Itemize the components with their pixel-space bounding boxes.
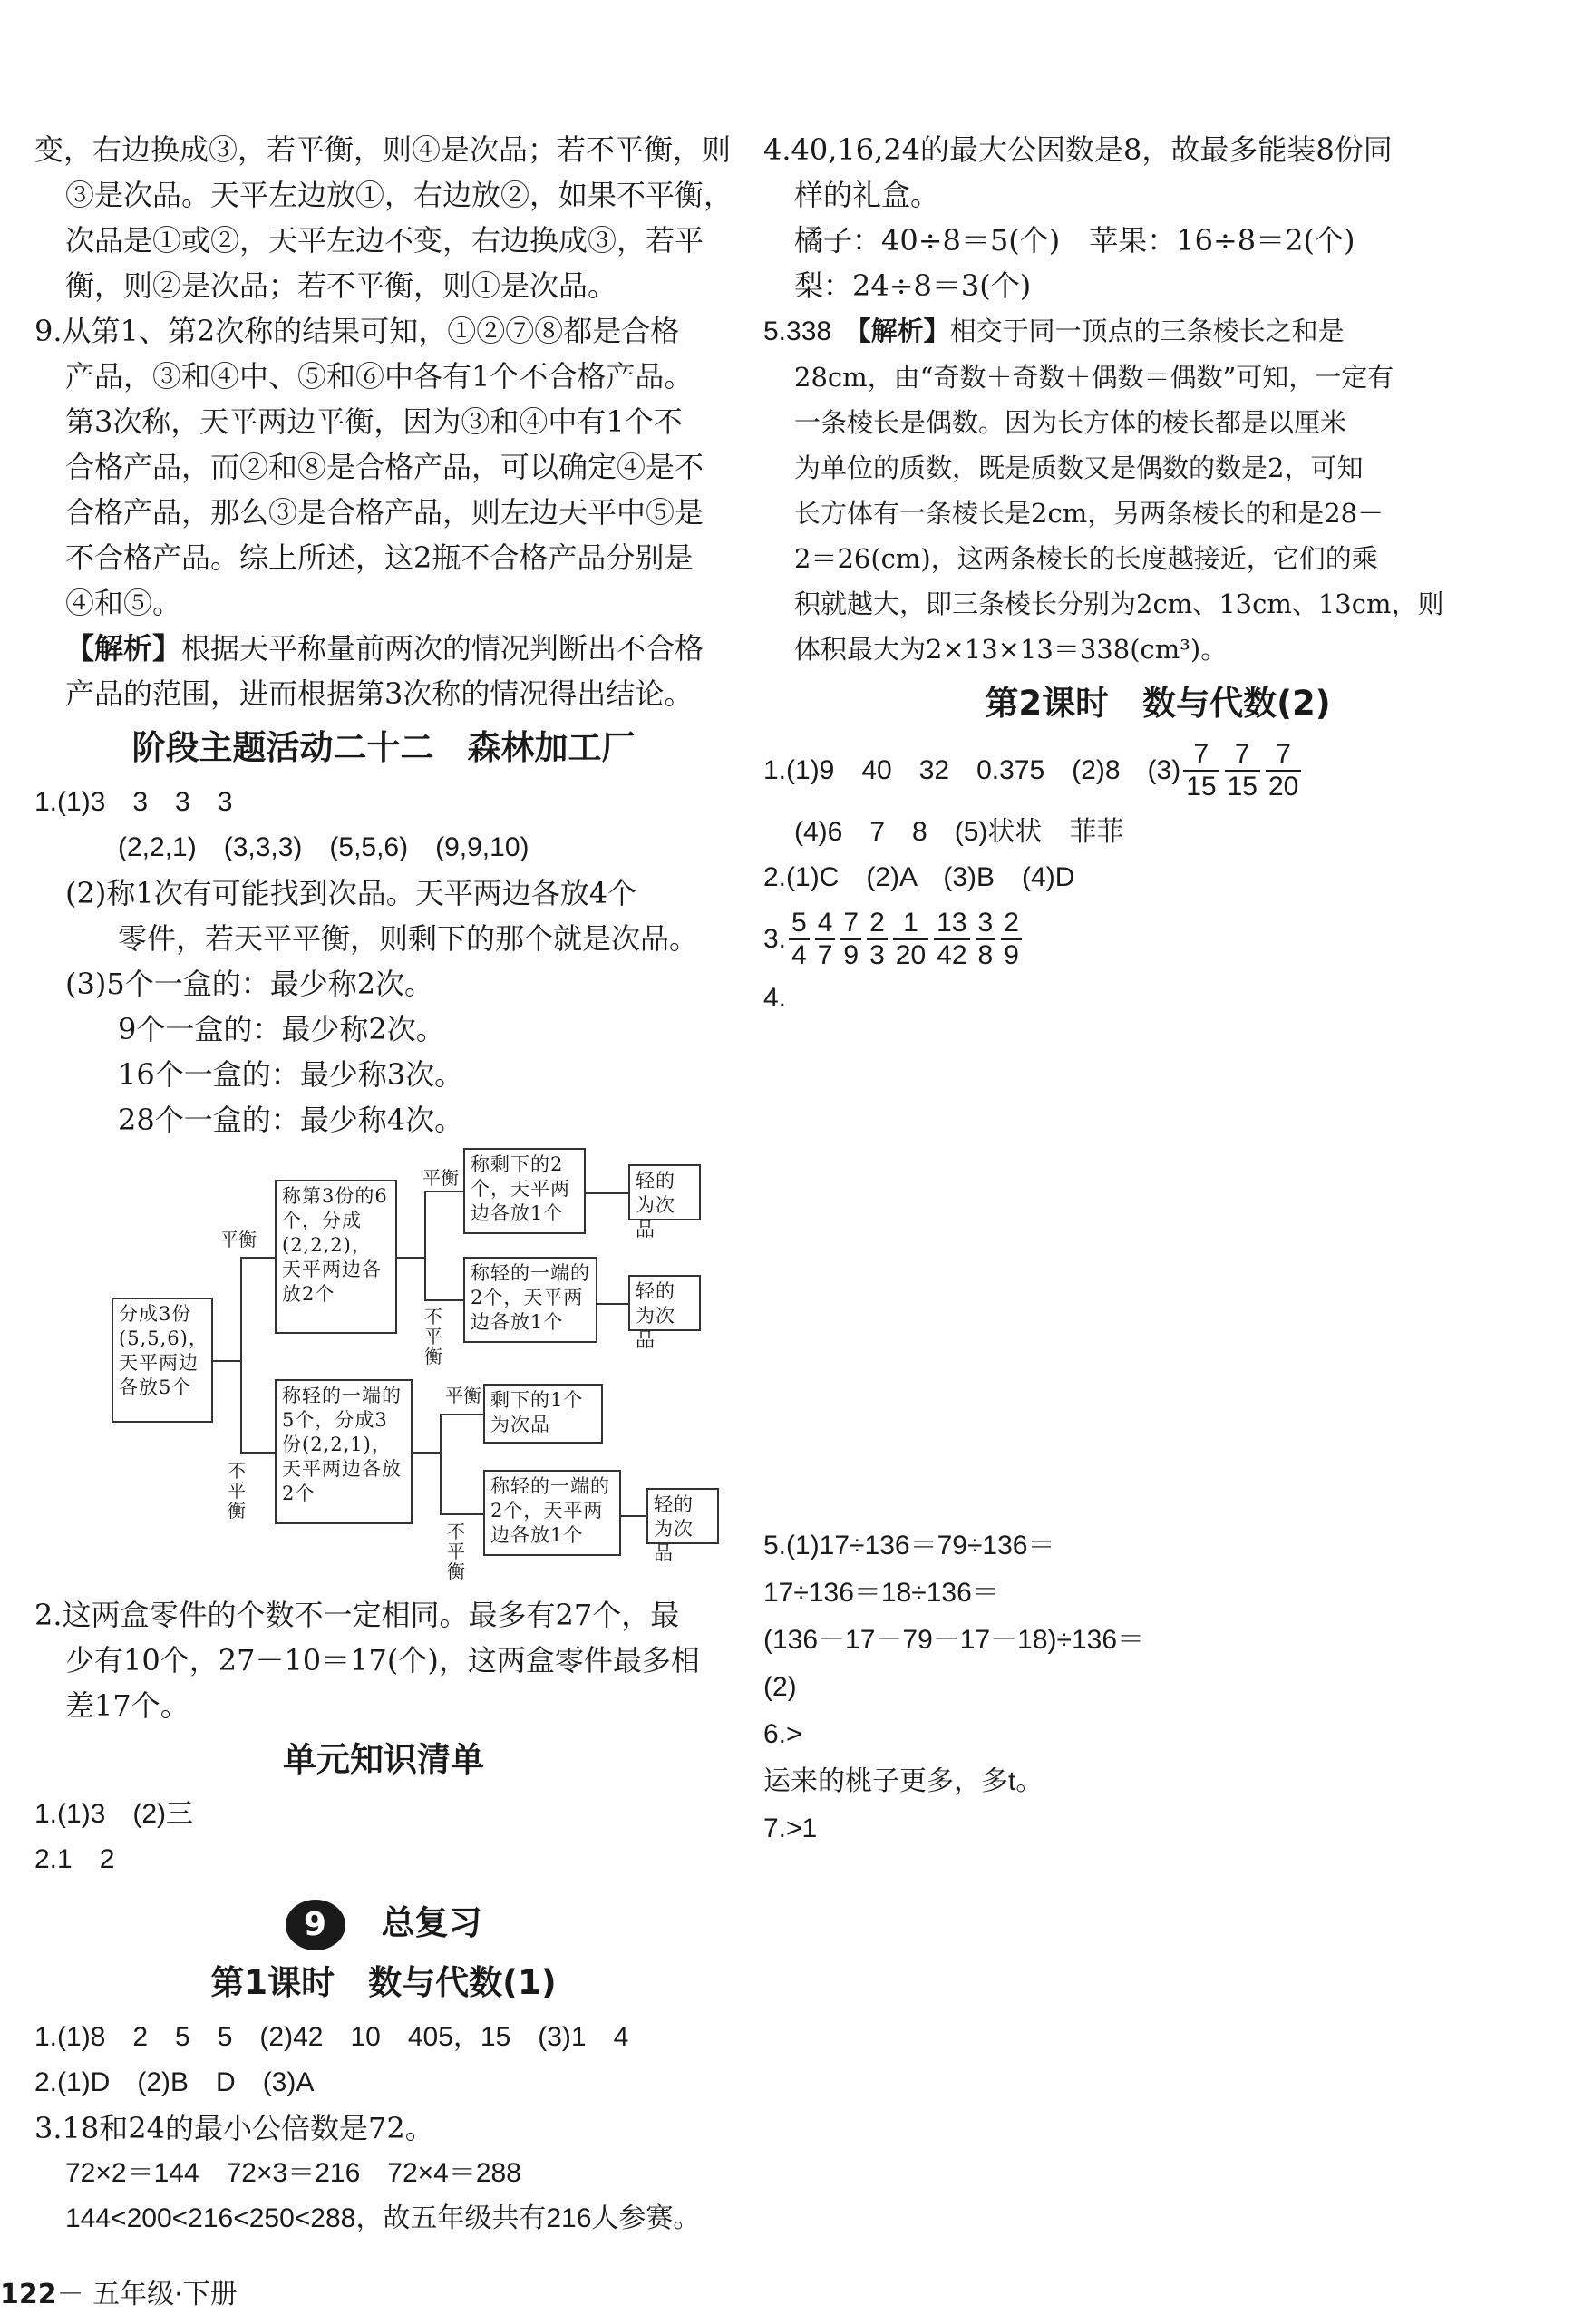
text-line: (4)6 7 8 (5)状状 菲菲 xyxy=(794,817,1124,847)
text-line: 2.这两盒零件的个数不一定相同。最多有27个，最 xyxy=(34,1598,680,1632)
tree-result: 轻的为次品 xyxy=(646,1488,719,1544)
book-label: 五年级·下册 xyxy=(92,2279,238,2310)
tree-result: 剩下的1个为次品 xyxy=(483,1384,603,1444)
operator: >1 xyxy=(786,1813,818,1843)
fraction: $\frac{3}{8}$ xyxy=(976,908,996,971)
text-line: 9.从第1、第2次称的结果可知，①②⑦⑧都是合格 xyxy=(34,314,680,348)
text-line: 衡，则②是次品；若不平衡，则①是次品。 xyxy=(65,268,617,303)
analysis-text: 相交于同一顶点的三条棱长之和是 xyxy=(949,316,1345,346)
answer-row xyxy=(763,1809,1552,1849)
tree-result: 轻的为次品 xyxy=(628,1164,701,1220)
answer-text: (2) xyxy=(763,1672,797,1702)
tree-root-box: 分成3份(5,5,6)，天平两边各放5个 xyxy=(112,1298,213,1423)
answer-row xyxy=(763,739,1552,802)
text-line: 一条棱长是偶数。因为长方体的棱长都是以厘米 xyxy=(794,407,1347,438)
text-line: 2＝26(cm)，这两条棱长的长度越接近，它们的乘 xyxy=(794,543,1378,574)
tree-node-unbalance: 称轻的一端的5个，分成3份(2,2,1)，天平两边各放2个 xyxy=(275,1379,413,1524)
answer-label: 4. xyxy=(763,983,787,1013)
answer-text: (136－17－79－17－18)÷136＝ xyxy=(763,1625,1145,1655)
unit-summary-title: 单元知识清单 xyxy=(283,1740,484,1779)
text-line: 变，右边换成③，若平衡，则④是次品；若不平衡，则 xyxy=(34,132,732,167)
text-line: 28cm，由“奇数＋奇数＋偶数＝偶数”可知，一定有 xyxy=(794,362,1394,393)
answer-text: 5.(1)17÷136＝ xyxy=(763,1531,937,1561)
operator: > xyxy=(786,1719,802,1749)
answer-label: 3. xyxy=(763,924,787,954)
text-line: 体积最大为2×13×13＝338(cm³)。 xyxy=(794,634,1228,665)
page-number: 122 xyxy=(0,2279,57,2310)
text-line: (2)称1次有可能找到次品。天平两边各放4个 xyxy=(65,876,637,910)
answer-row xyxy=(763,1715,1552,1755)
text-line: ③是次品。天平左边放①，右边放②，如果不平衡， xyxy=(65,178,733,212)
answer-text: 79÷136＝ xyxy=(937,1531,1055,1561)
fraction: $\frac{13}{42}$ xyxy=(934,908,969,971)
text-line: 零件，若天平平衡，则剩下的那个就是次品。 xyxy=(118,921,699,956)
answer-number: 5.338 xyxy=(763,316,832,346)
text-line: 产品的范围，进而根据第3次称的情况得出结论。 xyxy=(65,676,694,711)
text-line: (2,2,1) (3,3,3) (5,5,6) (9,9,10) xyxy=(118,832,529,862)
text-line: 产品，③和④中、⑤和⑥中各有1个不合格产品。 xyxy=(65,359,694,394)
unbalance-label: 不平衡 xyxy=(228,1460,246,1522)
answer-row xyxy=(763,1668,1552,1707)
chapter-title: 总复习 xyxy=(381,1903,482,1942)
unbalance-label: 不平衡 xyxy=(447,1521,465,1582)
text-line: 1.(1)8 2 5 5 (2)42 10 405，15 (3)1 4 xyxy=(34,2022,629,2052)
text-line: 合格产品，而②和⑧是合格产品，可以确定④是不 xyxy=(65,450,704,484)
text-line: 1.(1)3 3 3 3 xyxy=(34,787,233,817)
text-line: 不合格产品。综上所述，这2瓶不合格产品分别是 xyxy=(65,540,694,575)
text-line: 积就越大，即三条棱长分别为2cm、13cm、13cm，则 xyxy=(794,588,1444,619)
fraction: $\frac{7}{9}$ xyxy=(840,908,861,971)
answer-row xyxy=(763,1526,1552,1566)
chapter-heading xyxy=(34,1895,733,1951)
answer-text: 18÷136＝ xyxy=(880,1578,999,1608)
text-line: 长方体有一条棱长是2cm，另两条棱长的和是28－ xyxy=(794,498,1384,529)
balance-label: 平衡 xyxy=(445,1385,481,1406)
answer-label: 7. xyxy=(763,1813,787,1843)
answer-text: 运来的桃子更多，多 xyxy=(763,1765,1008,1797)
text-line: 144<200<216<250<288，故五年级共有216人参赛。 xyxy=(65,2203,701,2233)
answer-text: 1.(1)9 40 32 0.375 (2)8 (3) xyxy=(763,755,1181,785)
unbalance-label: 不平衡 xyxy=(424,1306,442,1367)
analysis-line xyxy=(34,626,733,671)
text-line: 差17个。 xyxy=(65,1688,189,1723)
text-line: (3)5个一盒的：最少称2次。 xyxy=(65,967,434,1001)
lesson-title: 第2课时 数与代数(2) xyxy=(985,684,1331,723)
text-line: 橘子：40÷8＝5(个) 苹果：16÷8＝2(个) xyxy=(794,223,1355,258)
answer-label: 6. xyxy=(763,1719,787,1749)
text-line: 少有10个，27－10＝17(个)，这两盒零件最多相 xyxy=(65,1643,700,1677)
text-line: 第3次称，天平两边平衡，因为③和④中有1个不 xyxy=(65,404,683,439)
fraction: $\frac{7}{15}$ xyxy=(1183,739,1219,802)
fraction: $\frac{7}{20}$ xyxy=(1266,739,1301,802)
tree-result: 轻的为次品 xyxy=(628,1275,701,1331)
analysis-text: 根据天平称量前两次的情况判断出不合格 xyxy=(181,631,704,666)
text-line: 为单位的质数，既是质数又是偶数的数是2，可知 xyxy=(794,452,1364,483)
fraction: $\frac{2}{9}$ xyxy=(1001,908,1022,971)
text-line: 9个一盒的：最少称2次。 xyxy=(118,1012,445,1046)
fraction: $\frac{7}{15}$ xyxy=(1225,739,1260,802)
fraction: $\frac{1}{20}$ xyxy=(893,908,928,971)
page-footer: 122－ 五年级·下册 xyxy=(0,2279,238,2310)
right-column xyxy=(763,127,1552,1856)
text-line: 3.18和24的最小公倍数是72。 xyxy=(34,2111,434,2145)
analysis-tag: 【解析】 xyxy=(65,631,182,666)
fraction: $\frac{4}{7}$ xyxy=(815,908,836,971)
tree-node-balance: 称第3份的6个，分成(2,2,2)，天平两边各放2个 xyxy=(275,1180,397,1334)
answer-row xyxy=(763,1762,1552,1802)
tree-leaf: 称轻的一端的2个，天平两边各放1个 xyxy=(463,1257,597,1343)
text-line: 次品是①或②，天平左边不变，右边换成③，若平 xyxy=(65,223,704,258)
analysis-tag: 【解析】 xyxy=(858,316,950,346)
analysis-line xyxy=(763,308,1552,355)
text-line: 72×2＝144 72×3＝216 72×4＝288 xyxy=(65,2158,521,2188)
section-title: 阶段主题活动二十二 森林加工厂 xyxy=(131,728,636,767)
text-line: ④和⑤。 xyxy=(65,586,182,620)
decision-tree-diagram xyxy=(112,1148,746,1592)
answer-row xyxy=(763,908,1552,971)
answer-row xyxy=(763,1573,1552,1613)
left-column xyxy=(34,127,733,2241)
tree-leaf: 称剩下的2个，天平两边各放1个 xyxy=(463,1148,586,1234)
unit: t。 xyxy=(1008,1766,1044,1796)
text-line: 2.(1)D (2)B D (3)A xyxy=(34,2067,315,2097)
chapter-number-badge: 9 xyxy=(286,1900,345,1950)
fraction: $\frac{2}{3}$ xyxy=(867,908,888,971)
answer-row xyxy=(763,978,1552,1018)
text-line: 2.1 2 xyxy=(34,1844,115,1874)
text-line: 梨：24÷8＝3(个) xyxy=(794,268,1032,303)
text-line: 2.(1)C (2)A (3)B (4)D xyxy=(763,862,1075,892)
balance-label: 平衡 xyxy=(422,1167,459,1189)
tree-leaf: 称轻的一端的2个，天平两边各放1个 xyxy=(483,1470,621,1556)
lesson-title: 第1课时 数与代数(1) xyxy=(210,1963,557,2002)
text-line: 28个一盒的：最少称4次。 xyxy=(118,1103,464,1137)
balance-label: 平衡 xyxy=(220,1229,257,1250)
text-line: 合格产品，那么③是合格产品，则左边天平中⑤是 xyxy=(65,495,704,530)
text-line: 16个一盒的：最少称3次。 xyxy=(118,1057,464,1092)
text-line: 样的礼盒。 xyxy=(794,178,940,212)
answer-row xyxy=(763,1620,1552,1660)
fraction: $\frac{5}{4}$ xyxy=(789,908,810,971)
text-line: 4.40,16,24的最大公因数是8，故最多能装8份同 xyxy=(763,132,1393,167)
text-line: 1.(1)3 (2)三 xyxy=(34,1799,194,1829)
answer-text: 17÷136＝ xyxy=(763,1578,881,1608)
